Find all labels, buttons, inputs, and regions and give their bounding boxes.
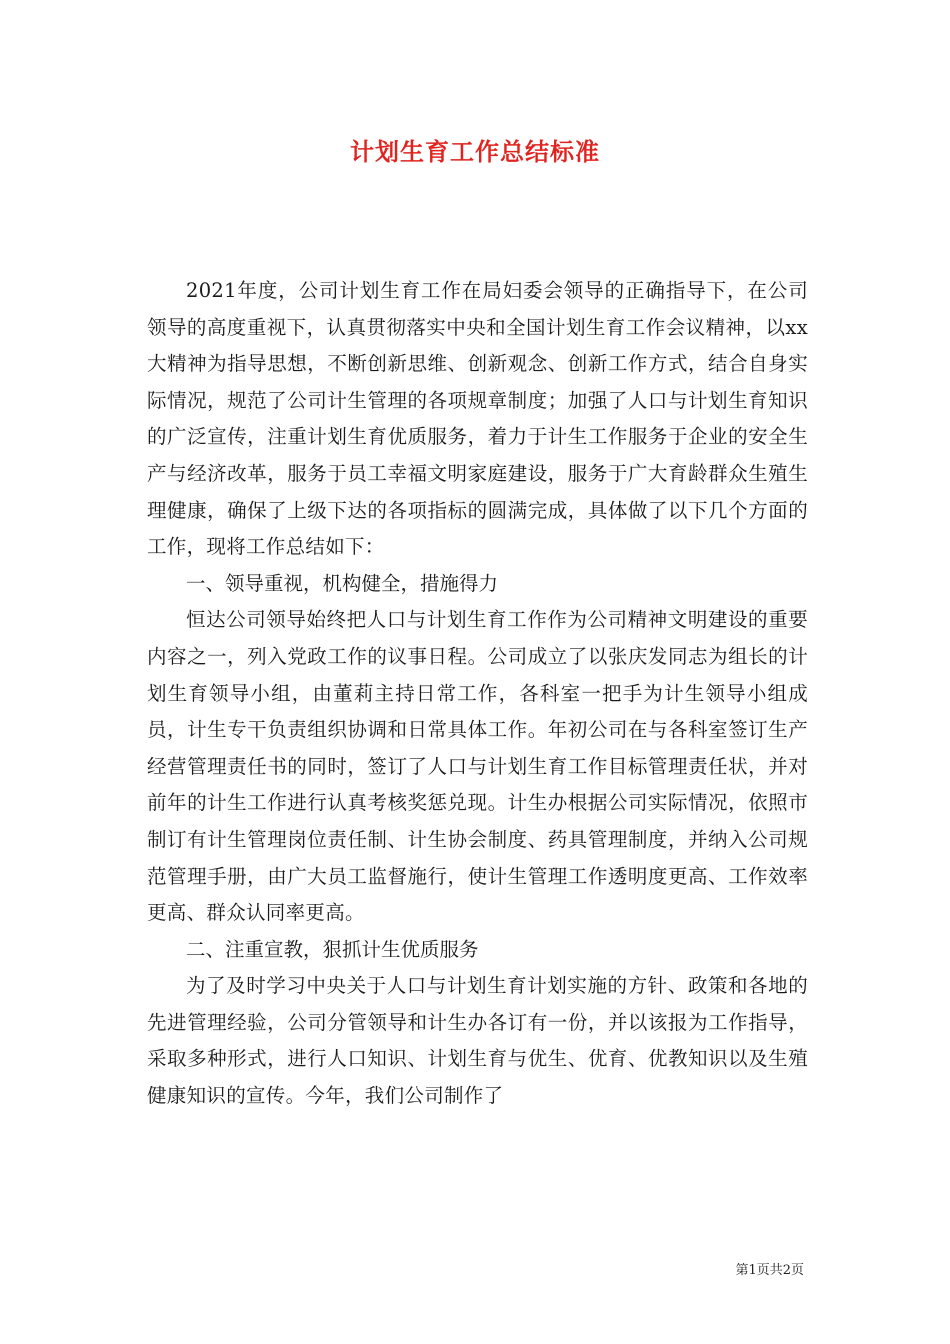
document-body bbox=[147, 273, 808, 1115]
document-title: 计划生育工作总结标准 bbox=[350, 138, 600, 166]
page-number: 第1页共2页 bbox=[735, 1263, 804, 1278]
section-1-paragraph: 恒达公司领导始终把人口与计划生育工作作为公司精神文明建设的重要内容之一，列入党政工作的议事日程。公司成立了以张庆发同志为组长的计划生育领导小组，由董莉主持日常工作，各科室一把手为计生领导小组成员，计生专干负责组织协调和日常具体工作。年初公司在与各科室签订生产经营管理责任书的同时，签订了人口与计划生育工作目标管理责任状，并对前年的计生工作进行认真考核奖惩兑现。计生办根据公司实际情况，依照市制订有计生管理岗位责任制、计生协会制度、药具管理制度，并纳入公司规范管理手册，由广大员工监督施行，使计生管理工作透明度更高、工作效率更高、群众认同率更高。 bbox=[147, 608, 808, 925]
section-heading-2: 二、注重宣教，狠抓计生优质服务 bbox=[186, 937, 479, 961]
intro-paragraph: 2021年度，公司计划生育工作在局妇委会领导的正确指导下，在公司领导的高度重视下，认真贯彻落实中央和全国计划生育工作会议精神，以xx大精神为指导思想，不断创新思维、创新观念、创新工作方式，结合自身实际情况，规范了公司计生管理的各项规章制度；加强了人口与计划生育知识的广泛宣传，注重计划生育优质服务，着力于计生工作服务于企业的安全生产与经济改革，服务于员工幸福文明家庭建设，服务于广大育龄群众生殖生理健康，确保了上级下达的各项指标的圆满完成，具体做了以下几个方面的工作，现将工作总结如下： bbox=[147, 279, 808, 559]
section-2-paragraph: 为了及时学习中央关于人口与计划生育计划实施的方针、政策和各地的先进管理经验，公司分管领导和计生办各订有一份，并以该报为工作指导，采取多种形式，进行人口知识、计划生育与优生、优育、优教知识以及生殖健康知识的宣传。今年，我们公司制作了 bbox=[147, 974, 808, 1108]
section-heading-1: 一、领导重视，机构健全，措施得力 bbox=[186, 571, 499, 595]
